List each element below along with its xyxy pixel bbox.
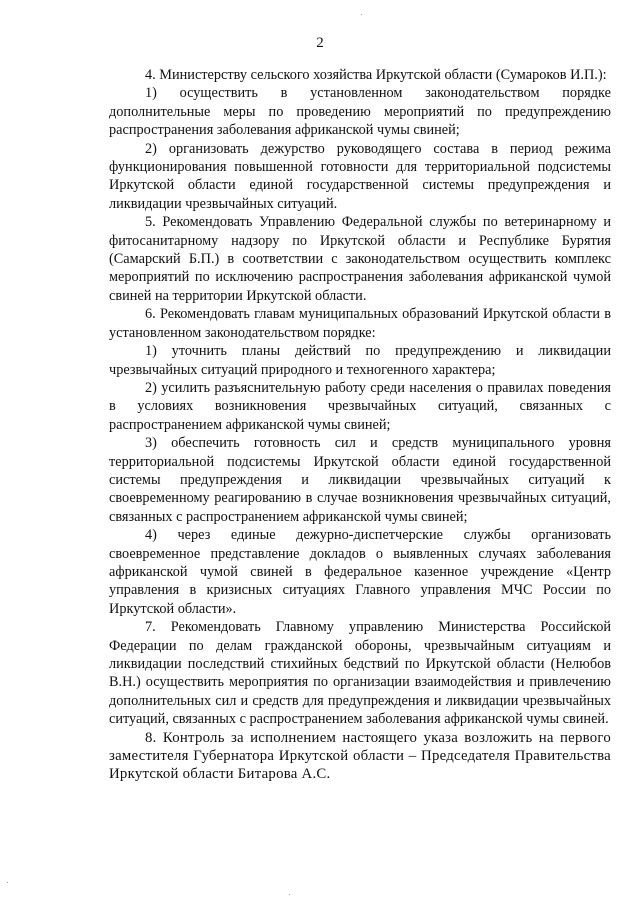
paragraph-item-5: 5. Рекомендовать Управлению Федеральной службы по ветеринарному и фитосанитарному надзору по Иркутской области и Республике Бурятия (Самарский Б.П.) в соответствии с законодательством осуществить комплекс мероприятий по исключению распространения заболевания африканской чумой свиней на территории Иркутской области. [109,214,611,304]
paragraph-item-6-2: 2) усилить разъяснительную работу среди населения о правилах поведения в условиях возникновения чрезвычайных ситуаций, связанных с распространением африканской чумы свиней; [109,379,611,433]
scan-speck [289,894,290,895]
paragraph-item-6-3: 3) обеспечить готовность сил и средств муниципального уровня территориальной подсистемы Иркутской области единой государственной системы предупреждения и ликвидации чрезвычайных ситуаций к своевременному реагированию в случае возникновения чрезвычайных ситуаций, связанных с распространением африканской чумы свиней; [109,435,611,525]
paragraph-item-7: 7. Рекомендовать Главному управлению Министерства Российской Федерации по делам гражданской обороны, чрезвычайным ситуациям и ликвидации последствий стихийных бедствий по Иркутской области (Нелюбов В.Н.) осуществить мероприятия по организации взаимодействия и привлечению дополнительных сил и средств для предупреждения и ликвидации чрезвычайных ситуаций, связанных с распространением заболевания африканской чумы свиней. [109,619,611,728]
page-number: 2 [316,35,324,51]
scan-speck [361,14,362,15]
paragraph-item-8: 8. Контроль за исполнением настоящего указа возложить на первого заместителя Губернатора Иркутской области – Председателя Правительства Иркутской области Битарова А.С. [109,729,611,783]
paragraph-item-6: 6. Рекомендовать главам муниципальных образований Иркутской области в установленном законодательством порядке: [109,306,611,341]
paragraph-item-6-1: 1) уточнить планы действий по предупреждению и ликвидации чрезвычайных ситуаций природного и техногенного характера; [109,343,611,378]
paragraph-item-4-2: 2) организовать дежурство руководящего состава в период режима функционирования повышенной готовности для территориальной подсистемы Иркутской области единой государственной системы предупреждения и ликвидации чрезвычайных ситуаций. [109,140,611,212]
paragraph-item-4: 4. Министерству сельского хозяйства Иркутской области (Сумароков И.П.): [145,67,607,83]
document-body [109,66,611,784]
scan-speck [7,882,8,883]
paragraph-item-4-1: 1) осуществить в установленном законодательством порядке дополнительные меры по проведению мероприятий по предупреждению распространения заболевания африканской чумы свиней; [109,85,611,139]
paragraph-item-6-4: 4) через единые дежурно-диспетчерские службы организовать своевременное представление докладов о выявленных случаях заболевания африканской чумой свиней в федеральное казенное учреждение «Центр управления в кризисных ситуациях Главного управления МЧС России по Иркутской области». [109,527,611,617]
